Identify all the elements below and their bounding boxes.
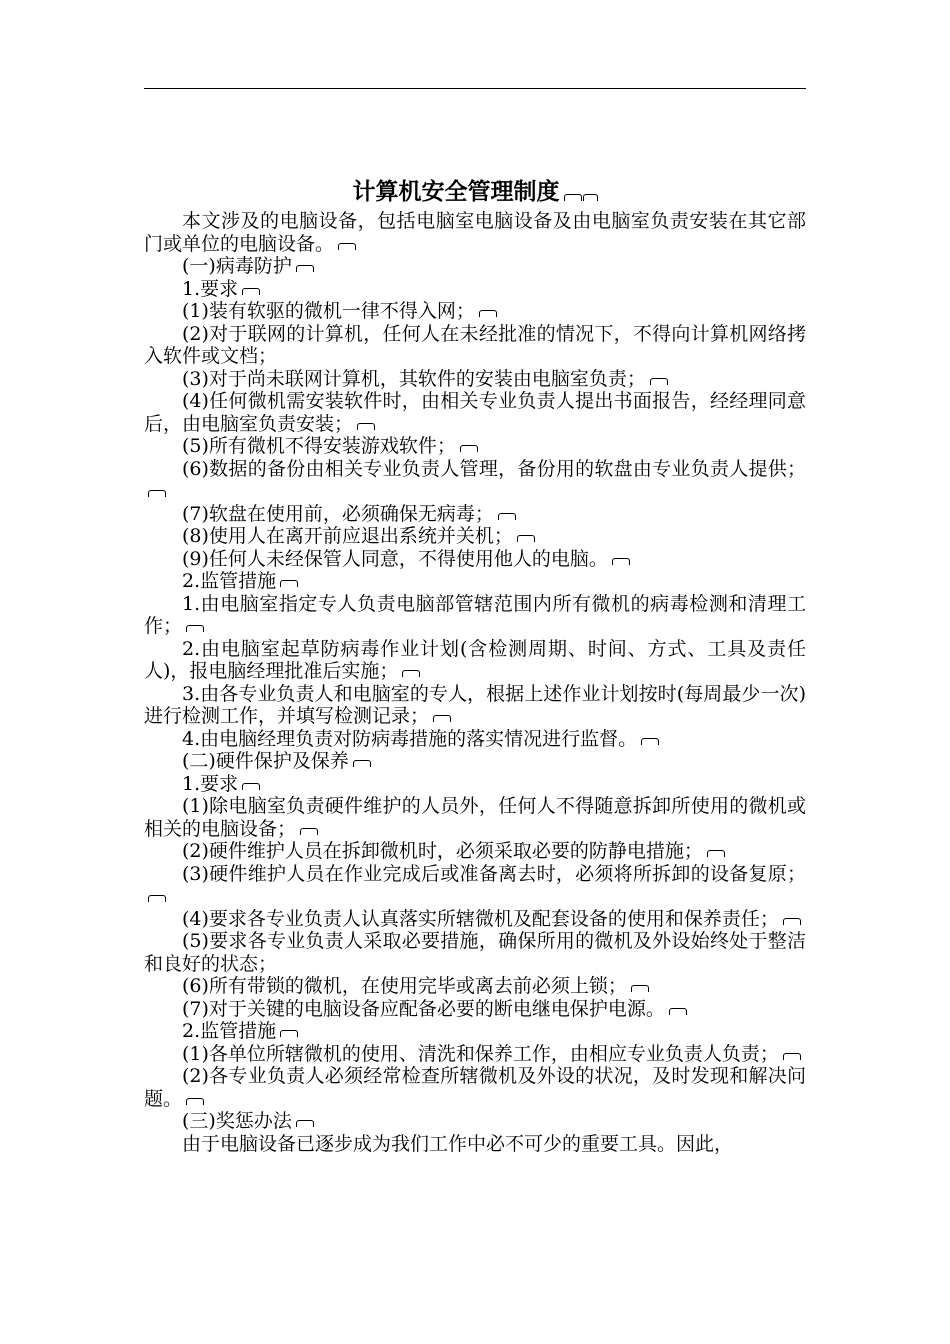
paragraph-mark-icon — [707, 850, 725, 857]
paragraph-text: 1.由电脑室指定专人负责电脑部管辖范围内所有微机的病毒检测和清理工作； — [144, 592, 806, 637]
paragraph-text: (3)对于尚未联网计算机，其软件的安装由电脑室负责； — [182, 367, 646, 390]
paragraph — [144, 503, 806, 526]
paragraph-mark-icon — [583, 194, 598, 201]
paragraph-text: (7)对于关键的电脑设备应配备必要的断电继电保护电源。 — [182, 997, 665, 1020]
paragraph-text: (6)数据的备份由相关专业负责人管理，备份用的软盘由专业负责人提供； — [182, 457, 806, 480]
paragraph — [144, 863, 806, 908]
paragraph-mark-icon — [479, 310, 497, 317]
paragraph-text: (三)奖惩办法 — [182, 1110, 292, 1132]
paragraph-text: (6)所有带锁的微机，在使用完毕或离去前必须上锁； — [182, 975, 627, 997]
paragraph-mark-icon — [650, 378, 668, 385]
paragraph-text: (7)软盘在使用前，必须确保无病毒； — [182, 502, 494, 525]
paragraph — [144, 323, 806, 368]
paragraph-text: (1)装有软驱的微机一律不得入网； — [182, 300, 475, 322]
paragraph — [144, 548, 806, 571]
paragraph-mark-icon — [402, 670, 420, 677]
paragraph-text: 2.监管措施 — [182, 570, 277, 592]
paragraph-mark-icon — [280, 580, 298, 587]
paragraph-text: 2.监管措施 — [182, 1020, 277, 1042]
paragraph-mark-icon — [783, 1053, 801, 1060]
paragraph-text: (4)要求各专业负责人认真落实所辖微机及配套设备的使用和保养责任； — [182, 907, 779, 930]
paragraph-mark-icon — [517, 535, 535, 542]
paragraph — [144, 255, 806, 278]
paragraph — [144, 683, 806, 728]
paragraph-text: (1)除电脑室负责硬件维护的人员外，任何人不得随意拆卸所使用的微机或相关的电脑设备； — [144, 795, 806, 840]
paragraph — [144, 1043, 806, 1066]
paragraph — [144, 593, 806, 638]
paragraph-mark-icon — [300, 828, 318, 835]
paragraph-text: 本文涉及的电脑设备，包括电脑室电脑设备及由电脑室负责安装在其它部门或单位的电脑设备。 — [144, 210, 806, 255]
paragraph-text: (8)使用人在离开前应退出系统并关机； — [182, 525, 513, 547]
document-title — [0, 176, 950, 208]
paragraph-mark-icon — [280, 1030, 298, 1037]
paragraph-mark-icon — [783, 918, 801, 925]
document-title-text: 计算机安全管理制度 — [352, 179, 560, 205]
paragraph — [144, 300, 806, 323]
paragraph — [144, 1133, 806, 1156]
paragraph-text: (4)任何微机需安装软件时，由相关专业负责人提出书面报告，经经理同意后，由电脑室负责安装； — [144, 390, 806, 435]
paragraph — [144, 435, 806, 458]
paragraph — [144, 930, 806, 975]
paragraph-text: (1)各单位所辖微机的使用、清洗和保养工作，由相应专业负责人负责； — [182, 1042, 779, 1065]
paragraph — [144, 570, 806, 593]
paragraph — [144, 368, 806, 391]
paragraph-text: (二)硬件保护及保养 — [182, 750, 349, 772]
paragraph-text: (5)要求各专业负责人采取必要措施，确保所用的微机及外设始终处于整洁和良好的状态； — [144, 930, 806, 975]
document-body — [144, 210, 806, 1155]
paragraph — [144, 278, 806, 301]
paragraph — [144, 458, 806, 503]
paragraph-mark-icon — [296, 1120, 314, 1127]
paragraph-text: (9)任何人未经保管人同意，不得使用他人的电脑。 — [182, 547, 608, 570]
paragraph-mark-icon — [186, 1098, 204, 1105]
paragraph-text: (5)所有微机不得安装游戏软件； — [182, 435, 456, 457]
paragraph-mark-icon — [353, 760, 371, 767]
paragraph-text: 2.由电脑室起草防病毒作业计划(含检测周期、时间、方式、工具及责任人)，报电脑经理批准后实施； — [144, 637, 806, 682]
paragraph — [144, 1110, 806, 1133]
paragraph-mark-icon — [338, 243, 356, 250]
paragraph-mark-icon — [669, 1008, 687, 1015]
paragraph — [144, 1065, 806, 1110]
paragraph — [144, 908, 806, 931]
paragraph — [144, 210, 806, 255]
paragraph-text: 由于电脑设备已逐步成为我们工作中必不可少的重要工具。因此， — [182, 1132, 734, 1155]
paragraph-mark-icon — [357, 423, 375, 430]
paragraph-mark-icon — [498, 513, 516, 520]
paragraph-text: (一)病毒防护 — [182, 255, 292, 277]
paragraph — [144, 728, 806, 751]
paragraph-mark-icon — [564, 194, 582, 201]
paragraph-text: 1.要求 — [182, 277, 239, 300]
paragraph — [144, 998, 806, 1021]
paragraph-mark-icon — [433, 715, 451, 722]
paragraph-text: 1.要求 — [182, 772, 239, 795]
paragraph-mark-icon — [296, 265, 314, 272]
paragraph-text: (3)硬件维护人员在作业完成后或准备离去时，必须将所拆卸的设备复原； — [182, 862, 806, 885]
paragraph-mark-icon — [631, 985, 649, 992]
paragraph — [144, 1020, 806, 1043]
paragraph-text: (2)对于联网的计算机，任何人在未经批准的情况下，不得向计算机网络拷入软件或文档； — [144, 322, 806, 367]
paragraph-mark-icon — [242, 783, 260, 790]
header-rule — [144, 88, 806, 89]
paragraph-mark-icon — [148, 895, 166, 902]
paragraph-mark-icon — [641, 738, 659, 745]
paragraph-mark-icon — [148, 490, 166, 497]
paragraph — [144, 975, 806, 998]
paragraph-mark-icon — [242, 288, 260, 295]
paragraph — [144, 795, 806, 840]
paragraph-text: 3.由各专业负责人和电脑室的专人，根据上述作业计划按时(每周最少一次)进行检测工作，并填写检测记录； — [144, 682, 806, 727]
paragraph — [144, 773, 806, 796]
paragraph — [144, 525, 806, 548]
paragraph — [144, 390, 806, 435]
paragraph — [144, 638, 806, 683]
paragraph-text: (2)硬件维护人员在拆卸微机时，必须采取必要的防静电措施； — [182, 840, 703, 862]
paragraph — [144, 750, 806, 773]
paragraph-text: (2)各专业负责人必须经常检查所辖微机及外设的状况，及时发现和解决问题。 — [144, 1065, 806, 1110]
paragraph-text: 4.由电脑经理负责对防病毒措施的落实情况进行监督。 — [182, 727, 638, 750]
paragraph-mark-icon — [186, 625, 204, 632]
paragraph-mark-icon — [612, 558, 630, 565]
paragraph — [144, 840, 806, 863]
paragraph-mark-icon — [460, 445, 478, 452]
